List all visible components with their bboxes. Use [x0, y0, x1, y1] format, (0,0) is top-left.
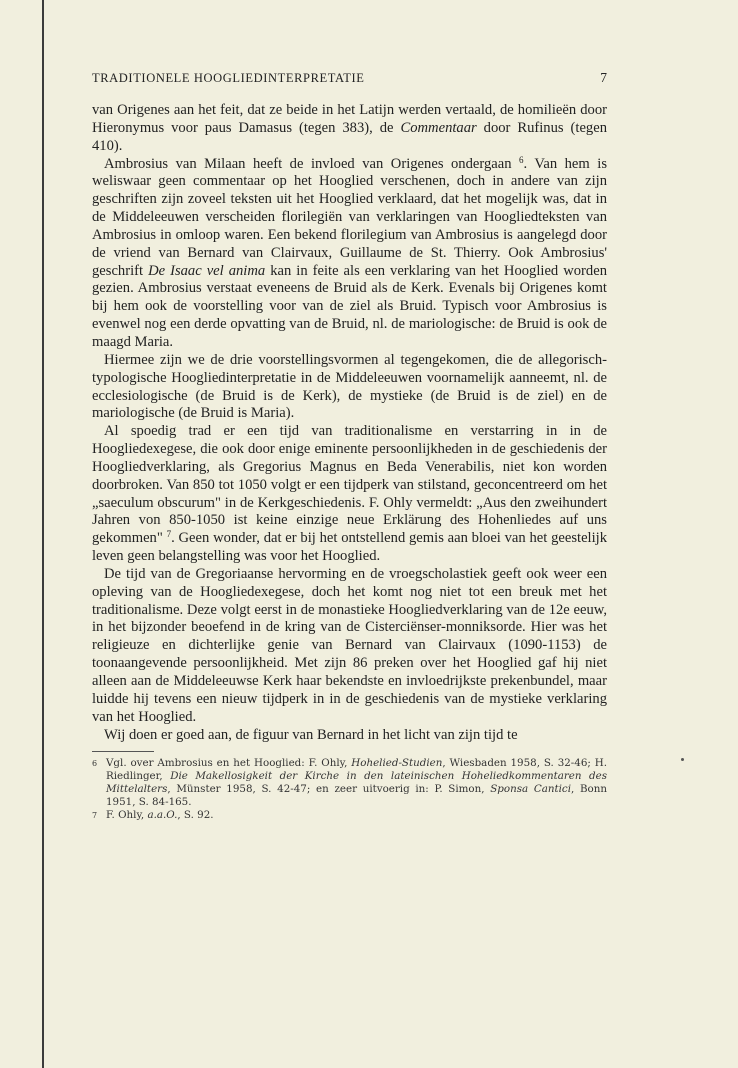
- text-span: Ambrosius van Milaan heeft de invloed van Origenes ondergaan: [104, 155, 520, 172]
- paragraph: [92, 423, 607, 566]
- text-span: De tijd van de Gregoriaanse hervorming en de vroegscholastiek geeft ook weer een opleving van de Hoogliedexegese, doch het komt nog niet tot een breuk met het traditionalisme. Deze volgt eerst in de monastieke Hoogliedverklaring van de 12e eeuw, in het bijzonder beoefend in de kring van de Cisterciënser-monniksorde. Hier was het religieuze en dichterlijke genie van Bernard van Clairvaux (1090-1153) de toonaangevende persoonlijkheid. Met zijn 86 preken over het Hooglied gaf hij niet alleen aan de Middeleeuwse Kerk haar bekendste en invloedrijkste prekenbundel, maar luidde hij tevens een nieuw tijdperk in in de geschiedenis van de mystieke verklaring van het Hooglied.: [92, 565, 607, 725]
- text-span: Hiermee zijn we de drie voorstellingsvormen al tegengekomen, die de allegorisch-typologische Hoogliedinterpretatie in de Middeleeuwen voornamelijk aanneemt, nl. de ecclesiologische (de Bruid is de Kerk), de mystieke (de Bruid is de ziel) en de mariologische (de Bruid is Maria).: [92, 351, 607, 422]
- text-span: , Münster 1958, S. 42-47; en zeer uitvoerig in: P. Simon,: [167, 783, 491, 796]
- paragraph: [92, 352, 607, 423]
- italic-span: Commentaar: [400, 119, 477, 136]
- italic-span: De Isaac vel anima: [148, 262, 266, 279]
- footnotes: [92, 757, 607, 823]
- stray-mark: [681, 758, 684, 761]
- footnote: [92, 757, 607, 809]
- italic-span: Sponsa Cantici: [490, 783, 571, 796]
- footnote-reference: 7: [166, 529, 172, 540]
- footnote-number: 7: [92, 811, 98, 820]
- footnote-text: [106, 757, 607, 809]
- italic-span: a.a.O.: [147, 809, 178, 821]
- footnote-text: [106, 809, 607, 823]
- paragraph: [92, 156, 607, 352]
- page-number: 7: [600, 70, 607, 85]
- footnote-rule: [92, 751, 154, 752]
- binding-shadow-line: [42, 0, 44, 1068]
- body-text: [92, 102, 607, 744]
- text-span: . Van hem is weliswaar geen commentaar op het Hooglied verschenen, doch in andere van zijn geschriften zijn zoveel teksten uit het Hooglied verklaard, dat het mogelijk was, dat in de Middeleeuwen verscheiden florilegiën van verklaringen van Hoogliedteksten van Ambrosius in omloop waren. Een bekend florilegium van Ambrosius is aangelegd door de vriend van Bernard van Clairvaux, Guillaume de St. Thierry. Ook Ambrosius' geschrift: [92, 155, 607, 279]
- text-span: , Wiesbaden 1958, S. 32-46; H. Riedlinger,: [106, 757, 607, 783]
- text-span: van Origenes aan het feit, dat ze beide in het Latijn werden vertaald, de homilieën door Hieronymus voor paus Damasus (tegen 383), de: [92, 102, 607, 136]
- italic-span: Die Makellosigkeit der Kirche in den lateinischen Hoheliedkommentaren des Mittelalters: [106, 770, 607, 796]
- paragraph: [92, 102, 607, 156]
- text-span: kan in feite als een verklaring van het Hooglied worden gezien. Ambrosius verstaat eveneens de Bruid als de Kerk. Evenals bij Origenes komt bij hem ook de voorstelling voor van de ziel als Bruid. Typisch voor Ambrosius is evenwel nog een derde opvatting van de Bruid, nl. de mariologische: de Bruid is ook de maagd Maria.: [92, 262, 607, 350]
- running-header: [92, 70, 607, 86]
- text-span: Wij doen er goed aan, de figuur van Bernard in het licht van zijn tijd te: [104, 726, 518, 743]
- footnote-number: 6: [92, 759, 98, 769]
- text-span: door Rufinus (tegen 410).: [92, 119, 607, 154]
- footnote: [92, 809, 607, 823]
- paragraph: [92, 566, 607, 727]
- text-span: . Geen wonder, dat er bij het ontstellend gemis aan bloei van het geestelijk leven geen belangstelling was voor het Hooglied.: [92, 530, 608, 565]
- text-span: , Bonn 1951, S. 84-165.: [106, 783, 607, 809]
- italic-span: Hohelied-Studien: [351, 757, 443, 770]
- text-span: , S. 92.: [177, 809, 214, 821]
- paragraph: [92, 727, 607, 745]
- book-page: [92, 70, 607, 823]
- text-span: Al spoedig trad er een tijd van traditionalisme en verstarring in in de Hoogliedexegese, die ook door enige eminente persoonlijkheden in de geschiedenis der Hoogliedverklaring, als Gregorius Magnus en Beda Venerabilis, niet kon worden doorbroken. Van 850 tot 1050 volgt er een tijdperk van stilstand, geconcentreerd om het „saeculum obscurum" in de Kerkgeschiedenis. F. Ohly vermeldt: „Aus den zweihundert Jahren von 850-1050 ist keine einzige neue Erklärung des Hohenliedes auf uns gekommen": [92, 423, 607, 547]
- footnote-reference: 6: [519, 154, 524, 165]
- text-span: F. Ohly,: [106, 809, 148, 821]
- running-title: TRADITIONELE HOOGLIEDINTERPRETATIE: [92, 71, 365, 85]
- text-span: Vgl. over Ambrosius en het Hooglied: F. Ohly,: [106, 757, 352, 770]
